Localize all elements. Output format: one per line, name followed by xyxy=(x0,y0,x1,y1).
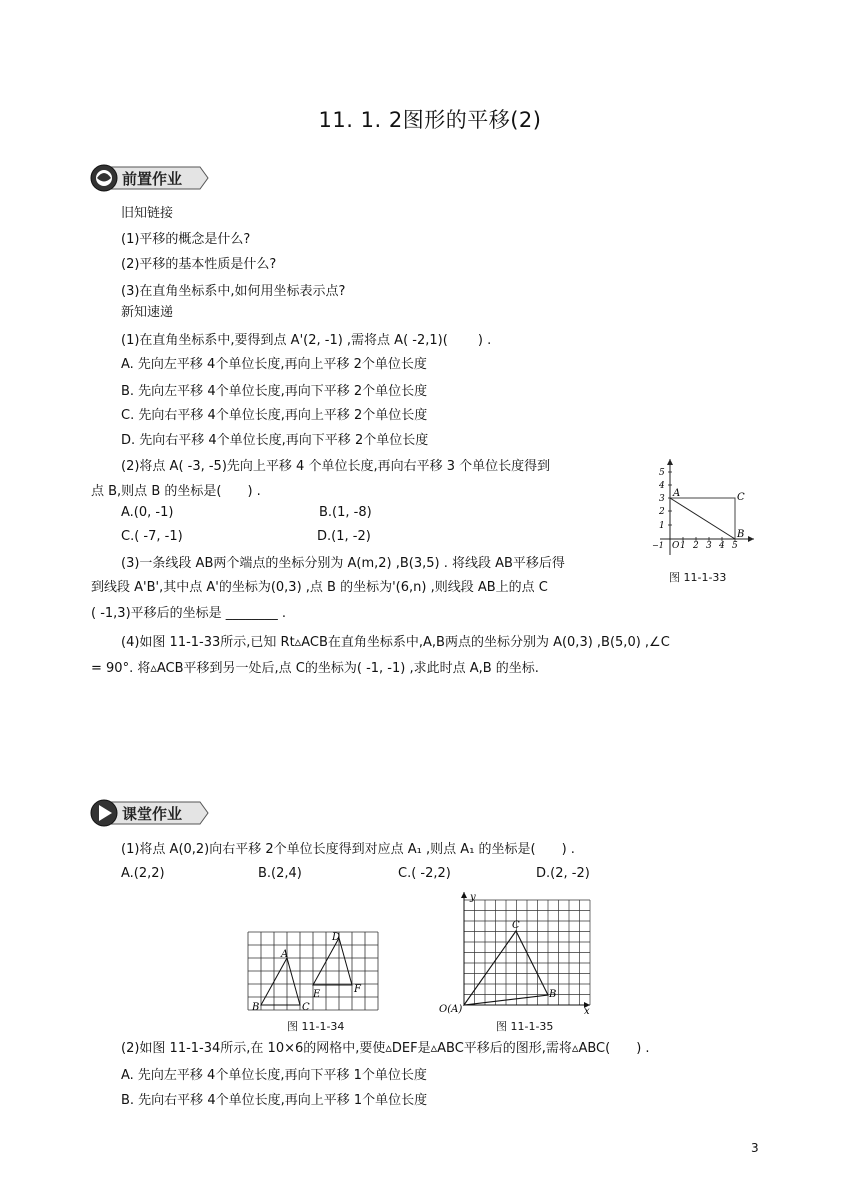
option-b: B.(2,4) xyxy=(258,866,302,881)
neg-one-label: −1 xyxy=(652,541,664,550)
x-axis-label: x xyxy=(584,1006,590,1014)
point-b-label: B xyxy=(737,529,745,540)
text-line: (3)一条线段 AB两个端点的坐标分别为 A(m,2) ,B(3,5) . 将线段 AB平移后得 xyxy=(121,556,565,571)
text-line: (1)平移的概念是什么? xyxy=(121,232,251,247)
point-f-label: F xyxy=(354,984,361,995)
banner-label: 前置作业 xyxy=(122,170,183,188)
option-c: C.( -2,2) xyxy=(398,866,451,881)
x-tick-label: 5 xyxy=(732,541,738,551)
text-line: (1)将点 A(0,2)向右平移 2个单位长度得到对应点 A₁ ,则点 A₁ 的坐标是( ) . xyxy=(121,842,575,857)
point-c-label: C xyxy=(302,1002,310,1012)
text-line: (2)将点 A( -3, -5)先向上平移 4 个单位长度,再向右平移 3 个单位长度得到 xyxy=(121,459,551,474)
figure-11-1-34 xyxy=(246,930,382,1012)
option-line: D. 先向右平移 4个单位长度,再向下平移 2个单位长度 xyxy=(121,433,429,448)
point-d-label: D xyxy=(332,932,341,943)
banner-label: 课堂作业 xyxy=(122,805,183,823)
option-line: A. 先向左平移 4个单位长度,再向上平移 2个单位长度 xyxy=(121,357,427,372)
option-b: B.(1, -8) xyxy=(319,505,372,520)
option-line: C. 先向右平移 4个单位长度,再向上平移 2个单位长度 xyxy=(121,408,428,423)
figure-11-1-33 xyxy=(640,455,760,560)
option-b: B. 先向右平移 4个单位长度,再向上平移 1个单位长度 xyxy=(121,1093,428,1108)
text-line: (2)平移的基本性质是什么? xyxy=(121,257,277,272)
point-a-label: A xyxy=(673,488,681,499)
text-line: 到线段 A'B',其中点 A'的坐标为(0,3) ,点 B 的坐标为'(6,n) ,则线段 AB上的点 C xyxy=(91,580,548,595)
text-line: (4)如图 11-1-33所示,已知 Rt▵ACB在直角坐标系中,A,B两点的坐标分别为 A(0,3) ,B(5,0) ,∠C xyxy=(121,635,670,650)
x-tick-label: 2 xyxy=(693,541,699,551)
point-e-label: E xyxy=(313,989,321,1000)
figure-11-1-35 xyxy=(438,888,598,1014)
text-line: ( -1,3)平移后的坐标是 ________ . xyxy=(91,606,287,621)
option-a: A.(0, -1) xyxy=(121,505,174,520)
text-line: 点 B,则点 B 的坐标是( ) . xyxy=(91,484,261,499)
y-tick-label: 2 xyxy=(659,507,665,517)
figure-caption: 图 11-1-35 xyxy=(496,1020,554,1033)
section-banner-preview xyxy=(88,163,210,191)
y-tick-label: 3 xyxy=(659,494,665,504)
point-c-label: C xyxy=(512,920,520,931)
y-tick-label: 4 xyxy=(659,481,665,491)
option-line: B. 先向左平移 4个单位长度,再向下平移 2个单位长度 xyxy=(121,384,428,399)
option-d: D.(1, -2) xyxy=(317,529,371,544)
x-tick-label: 1 xyxy=(680,541,686,551)
figure-caption: 图 11-1-33 xyxy=(669,571,727,584)
text-line: = 90°. 将▵ACB平移到另一处后,点 C的坐标为( -1, -1) ,求此时点 A,B 的坐标. xyxy=(91,661,539,676)
option-c: C.( -7, -1) xyxy=(121,529,183,544)
y-axis-label: y xyxy=(470,892,476,903)
origin-label: O(A) xyxy=(439,1004,463,1014)
point-b-label: B xyxy=(549,989,557,1000)
text-line: 新知速递 xyxy=(121,305,174,320)
option-a: A. 先向左平移 4个单位长度,再向下平移 1个单位长度 xyxy=(121,1068,427,1083)
x-tick-label: 4 xyxy=(719,541,725,551)
y-tick-label: 5 xyxy=(659,468,665,478)
y-tick-label: 1 xyxy=(659,521,665,531)
page-title: 11. 1. 2图形的平移(2) xyxy=(318,108,542,132)
point-a-label: A xyxy=(281,949,289,960)
text-line: 旧知链接 xyxy=(121,206,174,221)
point-c-label: C xyxy=(737,492,745,503)
x-tick-label: 3 xyxy=(706,541,712,551)
origin-label: O xyxy=(672,541,680,551)
option-d: D.(2, -2) xyxy=(536,866,590,881)
text-line: (2)如图 11-1-34所示,在 10×6的网格中,要使▵DEF是▵ABC平移后的图形,需将▵ABC( ) . xyxy=(121,1041,650,1056)
page-number: 3 xyxy=(751,1141,759,1155)
option-a: A.(2,2) xyxy=(121,866,165,881)
point-b-label: B xyxy=(252,1002,260,1012)
text-line: (3)在直角坐标系中,如何用坐标表示点? xyxy=(121,284,346,299)
figure-caption: 图 11-1-34 xyxy=(287,1020,345,1033)
text-line: (1)在直角坐标系中,要得到点 A'(2, -1) ,需将点 A( -2,1)( ) . xyxy=(121,333,492,348)
section-banner-classwork xyxy=(88,798,210,826)
